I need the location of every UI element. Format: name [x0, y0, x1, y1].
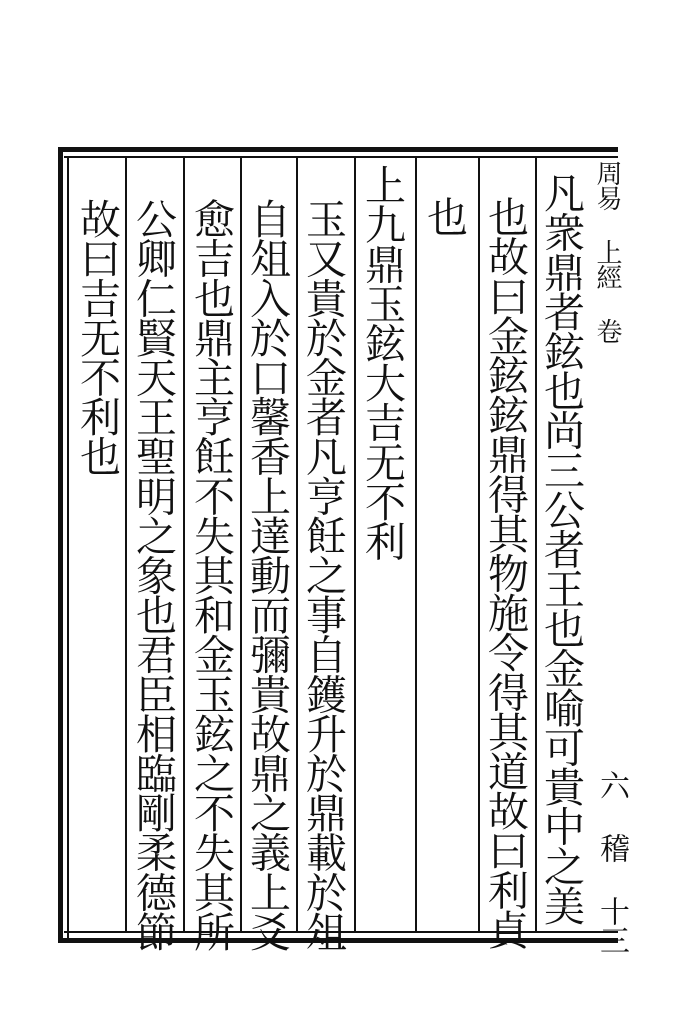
text-column-3: 也 — [420, 196, 468, 236]
folio-label: 六 稽 十三 — [594, 770, 629, 954]
text-column-2: 也故曰金鉉鉉鼎得其物施令得其道故曰利貞 — [481, 196, 529, 949]
column-divider — [240, 158, 242, 931]
text-column-8: 公卿仁賢天王聖明之象也君臣相臨剛柔德節 — [129, 198, 177, 951]
left-border-inner — [67, 156, 69, 938]
left-border-outer — [58, 147, 63, 943]
text-column-9: 故曰吉无不利也 — [73, 198, 121, 476]
text-column-1: 凡衆鼎者鉉也尚三公者王也金喻可貴中之美 — [537, 172, 585, 925]
text-column-4: 上九鼎玉鉉大吉无不利 — [358, 164, 406, 561]
running-head: 周易 上經 卷 — [592, 160, 622, 343]
text-column-7: 愈吉也鼎主亨飪不失其和金玉鉉之不失其所 — [187, 198, 235, 951]
column-divider — [183, 158, 185, 931]
text-column-6: 自俎入於口馨香上達動而彌貴故鼎之義上爻 — [243, 198, 291, 951]
column-divider — [478, 158, 480, 931]
text-column-5: 玉又貴於金者凡亨飪之事自鑊升於鼎載於俎 — [299, 198, 347, 951]
column-divider — [354, 158, 356, 931]
column-divider — [415, 158, 417, 931]
top-border-outer — [58, 147, 618, 152]
column-divider — [296, 158, 298, 931]
column-divider — [125, 158, 127, 931]
